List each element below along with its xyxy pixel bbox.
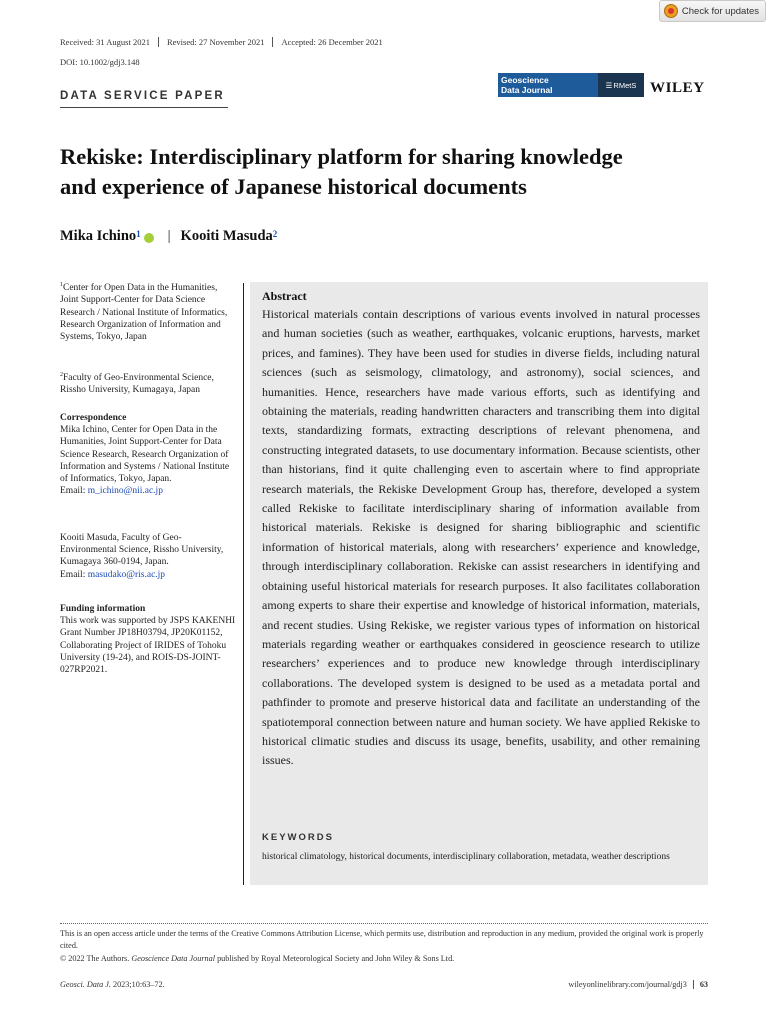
- abstract-rule: [243, 283, 244, 885]
- copyright-prefix: © 2022 The Authors.: [60, 954, 130, 963]
- correspondence-heading: Correspondence: [60, 413, 127, 423]
- correspondence-block: [60, 412, 238, 497]
- abstract-body: Historical materials contain descriptions of various events involved in natural processes and human societies (such as weather, earthquakes, volcanic eruptions, harvests, market prices, and famines). They have been used for studies in diverse fields, including natural sciences (such as seismology, climatology, and astronomy), social sciences, and humanities. Hence, researchers have made various efforts, such as identifying and obtaining the materials, reading handwritten characters and transcribing them into digital texts, standardizing formats, extracting descriptions of relevant phenomena, and constructing integrated datasets, to use documentary information. Because scientists, other than historians, find it quite challenging even to ascertain where to find appropriate research materials, the Rekiske Development Group has, therefore, developed a system called Rekiske to facilitate interdisciplinary sharing of information available from historical materials. Rekiske is designed for sharing bibliographic and scientific information of historical materials, along with researchers’ experience and knowledge, through interdisciplinary collaboration. Rekiske can assist researchers in identifying and obtaining useful historical materials for research purposes. It also facilitates collaboration among experts to share their expertise and knowledge of historical information, materials, and recent studies. Using Rekiske, we register various types of information on historical materials regarding weather or earthquakes considered in geoscience research to utilize researchers’ experiences and to produce new knowledge through interdisciplinary collaborations. The developed system is designed to be used as a metadata portal and pathfinder to promote and preserve historical data and facilitate an understanding of the spatiotemporal connection between nature and human society. We have applied Rekiske to historical climatic studies and discuss its usage, benefits, usability, and other remaining issues.: [262, 307, 700, 768]
- correspondence-2-block: [60, 532, 238, 581]
- revised-date: Revised: 27 November 2021: [158, 37, 273, 47]
- accepted-date: Accepted: 26 December 2021: [272, 37, 390, 47]
- affiliation-1-text: Center for Open Data in the Humanities, Joint Support-Center for Data Science Research / National Institute of Informatics, Research Organization of Information and Systems, Tokyo, Japan: [60, 283, 228, 342]
- funding-block: [60, 603, 238, 676]
- section-label: DATA SERVICE PAPER: [60, 90, 225, 102]
- author-1[interactable]: Mika Ichino: [60, 228, 137, 244]
- email-1-label: Email:: [60, 486, 86, 497]
- email-2-link[interactable]: masudako@ris.ac.jp: [87, 569, 166, 580]
- author-1-affiliation[interactable]: 1: [136, 228, 141, 239]
- check-for-updates-label: Check for updates: [681, 5, 759, 17]
- license-block: [60, 928, 708, 965]
- section-rule: [60, 107, 228, 108]
- article-dates: [60, 37, 391, 47]
- journal-name-line1: Geoscience: [501, 75, 549, 85]
- copyright-suffix: published by Royal Meteorological Society and John Wiley & Sons Ltd.: [217, 954, 455, 963]
- footer-divider: [60, 923, 708, 924]
- correspondence-1: Mika Ichino, Center for Open Data in the Humanities, Joint Support-Center for Data Science Research, Research Organization of Information and Systems / National Institute of Informatics, Tokyo, Japan.: [60, 425, 230, 485]
- check-for-updates-button[interactable]: [659, 0, 766, 22]
- email-2-label: Email:: [60, 569, 86, 580]
- copyright-journal: Geoscience Data Journal: [131, 954, 216, 963]
- title-line-1: Rekiske: Interdisciplinary platform for sharing knowledge: [60, 144, 623, 169]
- received-date: Received: 31 August 2021: [60, 37, 150, 47]
- journal-logo[interactable]: [498, 73, 644, 97]
- citation-journal: Geosci. Data J.: [60, 980, 111, 989]
- rmets-label: RMetS: [613, 80, 637, 90]
- funding-text: This work was supported by JSPS KAKENHI Grant Number JP18H03794, JP20K01152, Collaborating Project of IRIDES of Tohoku University (19-24), and ROIS-DS-JOINT-027RP2021.: [60, 616, 236, 676]
- affiliation-2: [60, 369, 238, 397]
- journal-url[interactable]: wileyonlinelibrary.com/journal/gdj3: [568, 980, 687, 989]
- orcid-icon[interactable]: [144, 233, 154, 243]
- page-number: 63: [693, 980, 708, 989]
- copyright-line: [60, 953, 708, 965]
- abstract-heading: Abstract: [262, 289, 307, 303]
- author-separator: |: [167, 228, 171, 244]
- citation-volume: 2023;10:63–72.: [112, 980, 165, 989]
- keywords-heading: KEYWORDS: [262, 832, 334, 843]
- email-2-line: [60, 569, 238, 581]
- license-text: This is an open access article under the terms of the Creative Commons Attribution License, which permits use, distribution and reproduction in any medium, provided the original work is properly cited.: [60, 929, 704, 950]
- publisher-logo[interactable]: WILEY: [650, 80, 705, 96]
- journal-name-block: [498, 73, 598, 97]
- article-title: [60, 142, 720, 202]
- footer-right: [568, 980, 708, 989]
- email-1-link[interactable]: m_ichino@nii.ac.jp: [87, 486, 163, 497]
- crossmark-icon: [664, 4, 678, 18]
- affiliation-2-number: 2: [60, 372, 63, 378]
- author-2[interactable]: Kooiti Masuda: [180, 228, 273, 244]
- rmets-logo: [598, 73, 644, 97]
- rmets-icon: ☰: [605, 80, 613, 90]
- funding-heading: Funding information: [60, 604, 146, 614]
- affiliation-1: [60, 279, 238, 343]
- journal-name-line2: Data Journal: [501, 85, 553, 95]
- citation: [60, 980, 165, 989]
- affiliation-2-text: Faculty of Geo-Environmental Science, Rissho University, Kumagaya, Japan: [60, 373, 214, 396]
- author-list: [60, 228, 277, 245]
- email-1-line: [60, 485, 238, 497]
- correspondence-2: Kooiti Masuda, Faculty of Geo-Environmental Science, Rissho University, Kumagaya 360-0194, Japan.: [60, 533, 224, 568]
- doi: DOI: 10.1002/gdj3.148: [60, 57, 140, 67]
- keywords-text: historical climatology, historical documents, interdisciplinary collaboration, metadata, weather descriptions: [262, 852, 670, 862]
- author-2-affiliation[interactable]: 2: [272, 228, 278, 239]
- affiliation-1-number: 1: [60, 282, 63, 288]
- title-line-2: and experience of Japanese historical documents: [60, 174, 527, 199]
